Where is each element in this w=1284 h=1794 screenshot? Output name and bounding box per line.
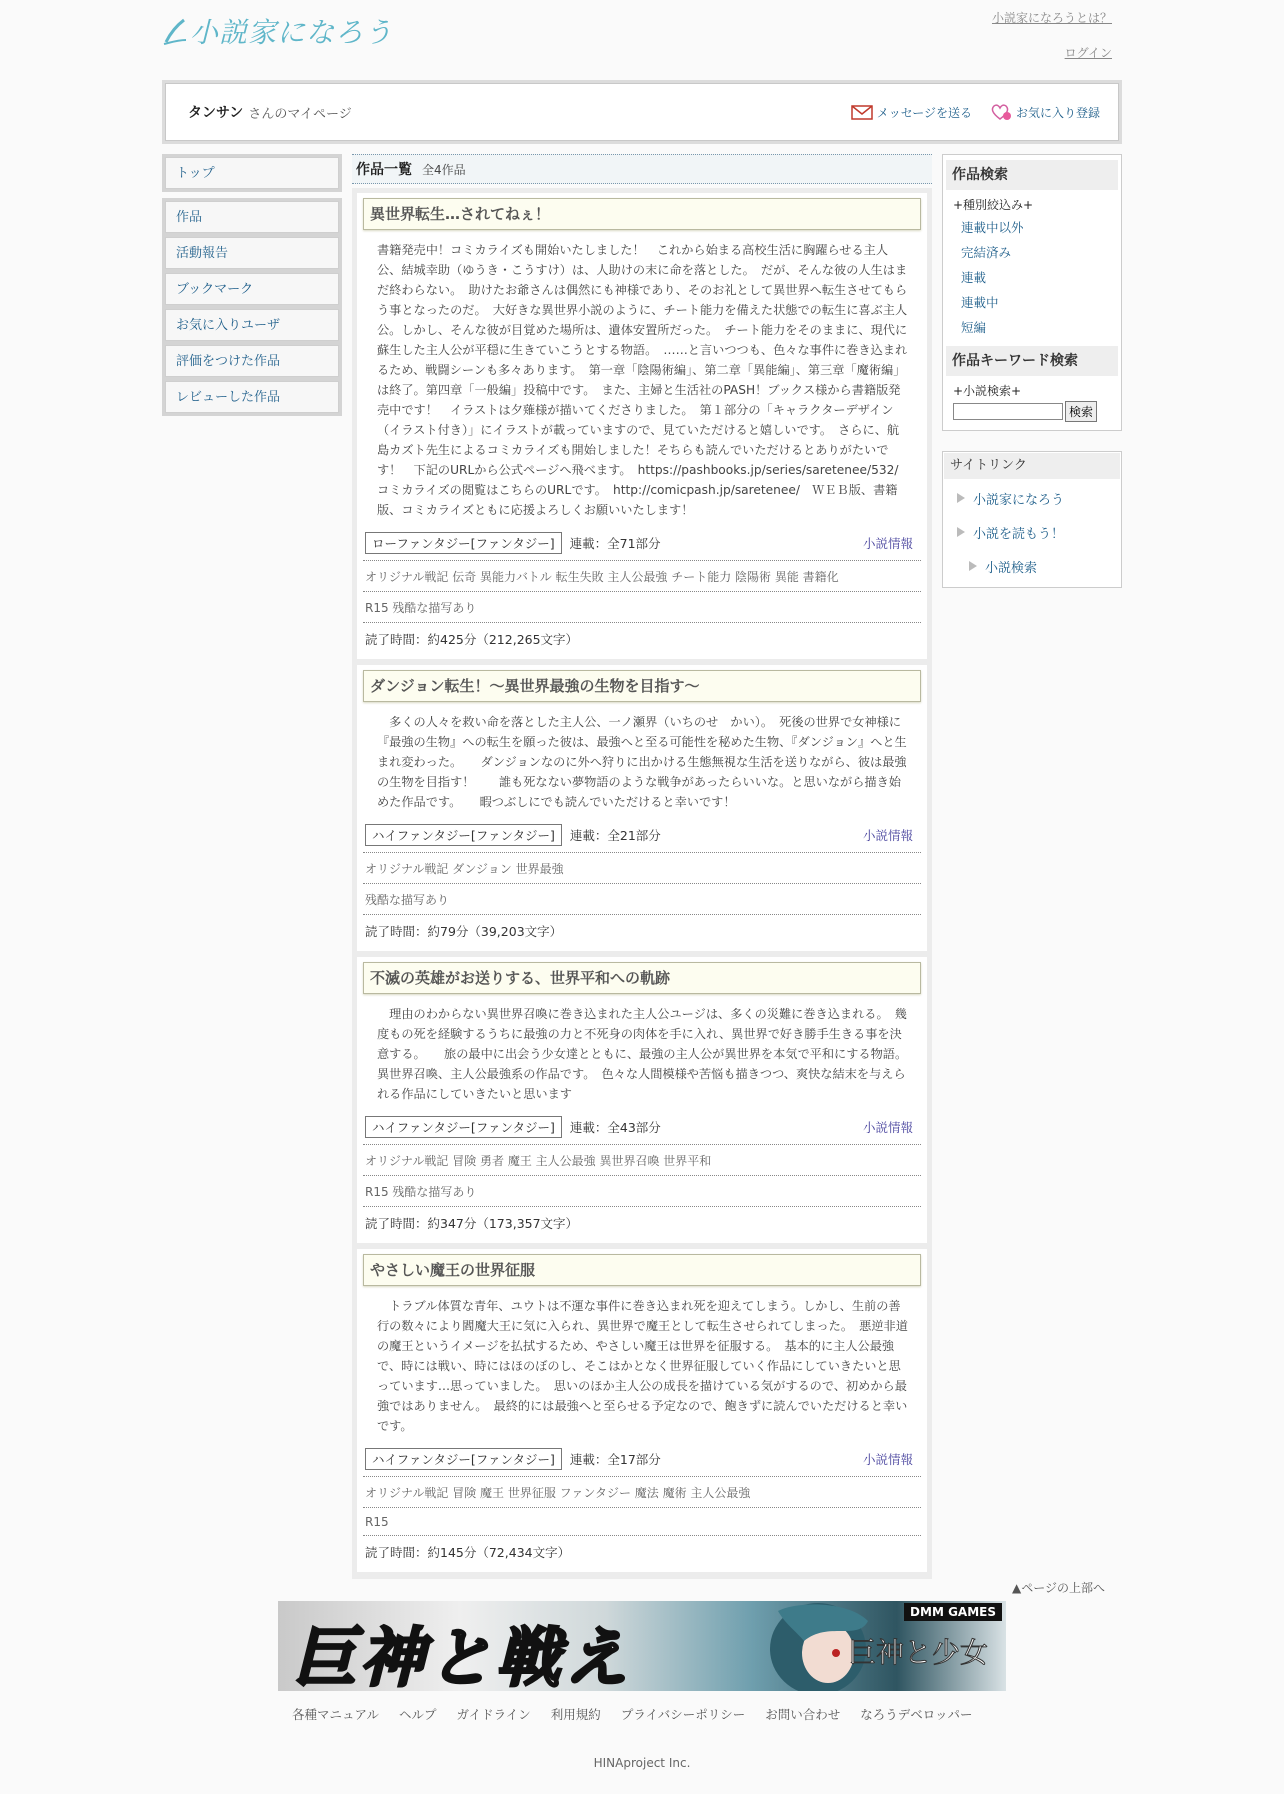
work-status: 連載：全71部分 xyxy=(569,536,661,551)
work-keywords: オリジナル戦記 ダンジョン 世界最強 xyxy=(363,852,921,883)
work-description: 書籍発売中！コミカライズも開始いたしました！ これから始まる高校生活に胸躍らせる主人公、結城幸助（ゆうき・こうすけ）は、人助けの末に命を落とした。 だが、そんな彼の人生はまだ終わらない。 助けたお爺さんは偶然にも神様であり、そのお礼として異世界へ転生させてもらう事となったのだ。 大好きな異世界小説のように、チート能力を備えた状態での転生に喜ぶ主人公。しかし、そんな彼が目覚めた場所は、遺体安置所だった。 チート能力をそのままに、現代に蘇生した主人公が平穏に生きていこうとする物語。 ……と言いつつも、色々な事件に巻き込まれるため、戦闘シーンも多々あります。 第一章「陰陽術編」、第二章「異能編」、第三章「魔術編」は終了。第四章「一般編」投稿中です。 また、主婦と生活社のPASH！ブックス様から書籍版発売中です！ イラストは夕薙様が描いてくださりました。 第１部分の「キャラクターデザイン（イラスト付き）」にイラストが載っていますので、見ていただけると嬉しいです。 さらに、航島カズト先生によるコミカライズも開始しました！そちらも読んでいただけるとありがたいです！ 下記のURLから公式ページへ飛べます。 https://pashbooks.jp/series/saretenee/532/ コミカライズの閲覧はこちらのURLです。 http://comicpash.jp/saretenee/ ＷＥＢ版、書籍版、コミカライズともに応援よろしくお願いいたします！ xyxy=(377,243,911,517)
user-name: タンサン xyxy=(188,105,244,121)
left-nav xyxy=(162,154,342,416)
banner-subtitle: 巨神と少女 xyxy=(847,1636,988,1669)
mypage-suffix: さんのマイページ xyxy=(248,106,352,122)
work-genre: ハイファンタジー[ファンタジー] xyxy=(365,824,562,846)
works-list-title: 作品一覧 xyxy=(356,162,412,178)
nav-item-rated-works[interactable]: 評価をつけた作品 xyxy=(165,345,339,377)
site-links-title: サイトリンク xyxy=(944,453,1120,479)
work-info-link[interactable]: 小説情報 xyxy=(862,1120,913,1135)
work-item xyxy=(357,193,927,659)
keyword-input[interactable] xyxy=(953,403,1063,420)
work-info-link[interactable]: 小説情報 xyxy=(862,536,913,551)
filter-not-ongoing[interactable]: 連載中以外 xyxy=(961,220,1024,235)
work-keywords: オリジナル戦記 冒険 勇者 魔王 主人公最強 異世界召喚 世界平和 xyxy=(363,1144,921,1175)
work-title[interactable]: ダンジョン転生！〜異世界最強の生物を目指す〜 xyxy=(363,670,921,702)
nav-item-favorite-users[interactable]: お気に入りユーザ xyxy=(165,309,339,341)
work-item xyxy=(357,665,927,951)
work-meta xyxy=(363,818,921,852)
work-title[interactable]: やさしい魔王の世界征服 xyxy=(363,1254,921,1286)
logo-swoosh-icon xyxy=(162,16,188,46)
works-count: 全4作品 xyxy=(422,162,466,177)
site-links-box xyxy=(942,451,1122,588)
work-meta xyxy=(363,526,921,560)
works-search-box xyxy=(942,154,1122,431)
footer-link-terms[interactable]: 利用規約 xyxy=(550,1707,601,1722)
triangle-right-icon xyxy=(969,561,977,571)
work-description: 理由のわからない異世界召喚に巻き込まれた主人公ユージは、多くの災難に巻き込まれる。 幾度もの死を経験するうちに最強の力と不死身の肉体を手に入れ、異世界で好き勝手生きる事を決意する。 旅の最中に出会う少女達とともに、最強の主人公が異世界を本気で平和にする物語。 異世界召喚、主人公最強系の作品です。 色々な人間模様や苦悩も描きつつ、爽快な結末を与えられる作品にしていきたいと思います xyxy=(377,1007,914,1101)
keyword-search-title: 作品キーワード検索 xyxy=(946,346,1118,376)
site-link-label: 小説検索 xyxy=(985,560,1038,576)
work-rating: R15 残酷な描写あり xyxy=(363,1175,921,1206)
login-link[interactable]: ログイン xyxy=(1064,46,1112,60)
site-link-search[interactable] xyxy=(943,549,1121,583)
nav-item-top[interactable]: トップ xyxy=(165,157,339,189)
keyword-row xyxy=(953,401,1115,422)
favorite-register-button[interactable] xyxy=(990,103,1100,121)
nav-item-works[interactable]: 作品 xyxy=(165,201,339,233)
work-status: 連載：全17部分 xyxy=(569,1452,661,1467)
footer-link-manual[interactable]: 各種マニュアル xyxy=(292,1707,380,1722)
about-link[interactable]: 小説家になろうとは？ xyxy=(991,11,1112,25)
work-item xyxy=(357,957,927,1243)
work-rating: R15 残酷な描写あり xyxy=(363,591,921,622)
mypage-actions xyxy=(851,103,1100,121)
banner-brand: DMM GAMES xyxy=(904,1603,1002,1621)
site-link-label: 小説家になろう xyxy=(973,492,1065,508)
mypage-inner xyxy=(165,83,1119,141)
banner-headline: 巨神と戦え xyxy=(292,1621,632,1691)
work-rating: 残酷な描写あり xyxy=(363,883,921,914)
footer-links xyxy=(292,1705,972,1723)
work-reading-time: 読了時間：約79分（39,203文字） xyxy=(363,914,921,943)
triangle-right-icon xyxy=(957,527,965,537)
site-link-label: 小説を読もう！ xyxy=(973,526,1065,542)
ad-banner[interactable] xyxy=(278,1601,1006,1691)
filter-completed[interactable]: 完結済み xyxy=(961,245,1012,260)
site-link-yomou[interactable] xyxy=(943,515,1121,549)
favorite-register-label: お気に入り登録 xyxy=(1015,105,1100,120)
mypage-bar xyxy=(162,80,1122,144)
footer-link-privacy[interactable]: プライバシーポリシー xyxy=(620,1707,746,1722)
nav-menu-box xyxy=(162,198,342,416)
work-genre: ハイファンタジー[ファンタジー] xyxy=(365,1116,562,1138)
footer-link-help[interactable]: ヘルプ xyxy=(399,1707,437,1722)
keyword-label: +小説検索+ xyxy=(953,384,1022,398)
work-info-link[interactable]: 小説情報 xyxy=(862,1452,913,1467)
work-reading-time: 読了時間：約145分（72,434文字） xyxy=(363,1535,921,1564)
work-meta xyxy=(363,1442,921,1476)
work-status: 連載：全21部分 xyxy=(569,828,661,843)
search-button[interactable]: 検索 xyxy=(1065,401,1097,422)
heart-plus-icon xyxy=(990,103,1012,121)
work-title[interactable]: 不滅の英雄がお送りする、世界平和への軌跡 xyxy=(363,962,921,994)
work-reading-time: 読了時間：約347分（173,357文字） xyxy=(363,1206,921,1235)
envelope-icon xyxy=(851,104,873,120)
work-title[interactable]: 異世界転生…されてねぇ！ xyxy=(363,198,921,230)
work-meta xyxy=(363,1110,921,1144)
nav-item-activity[interactable]: 活動報告 xyxy=(165,237,339,269)
copyright: HINAproject Inc. xyxy=(593,1756,691,1770)
footer-link-contact[interactable]: お問い合わせ xyxy=(765,1707,841,1722)
nav-item-bookmarks[interactable]: ブックマーク xyxy=(165,273,339,305)
site-logo[interactable] xyxy=(162,12,393,50)
filter-ongoing[interactable]: 連載中 xyxy=(961,295,999,310)
work-keywords: オリジナル戦記 伝奇 異能力バトル 転生失敗 主人公最強 チート能力 陰陽術 異能 書籍化 xyxy=(363,560,921,591)
work-info-link[interactable]: 小説情報 xyxy=(862,828,913,843)
footer-link-developer[interactable]: なろうデベロッパー xyxy=(860,1707,973,1722)
work-description: 多くの人々を救い命を落とした主人公、一ノ瀬界（いちのせ かい）。 死後の世界で女神様に『最強の生物』への転生を願った彼は、最強へと至る可能性を秘めた生物、『ダンジョン』へと生まれ変わった。 ダンジョンなのに外へ狩りに出かける生態無視な生活を送りながら、彼は最強の生物を目指す！ 誰も死なない夢物語のような戦争があったらいいな。と思いながら描き始めた作品です。 暇つぶしにでも読んでいただけると幸いです！ xyxy=(377,715,907,809)
works-main xyxy=(352,154,932,1579)
works-list xyxy=(352,188,932,1579)
work-description: トラブル体質な青年、ユウトは不運な事件に巻き込まれ死を迎えてしまう。しかし、生前の善行の数々により閻魔大王に気に入られ、異世界で魔王として転生させられてしまった。 悪逆非道の魔王というイメージを払拭するため、やさしい魔王は世界を征服する。 基本的に主人公最強で、時には戦い、時にはほのぼのし、そこはかとなく世界征服していく作品にしていきたいと思っています…思っていました。 思いのほか主人公の成長を描けている気がするので、初めから最強ではありません。 最終的には最強へと至らせる予定なので、飽きずに読んでいただけると幸いです。 xyxy=(377,1299,908,1433)
site-link-narou[interactable] xyxy=(943,481,1121,515)
right-sidebar xyxy=(942,154,1122,588)
send-message-button[interactable] xyxy=(851,104,972,121)
back-to-top-link[interactable]: ▲ページの上部へ xyxy=(1012,1581,1105,1595)
send-message-label: メッセージを送る xyxy=(876,105,972,120)
work-genre: ローファンタジー[ファンタジー] xyxy=(365,532,562,554)
filter-serial[interactable]: 連載 xyxy=(961,270,987,285)
filter-short[interactable]: 短編 xyxy=(961,320,987,335)
work-keywords: オリジナル戦記 冒険 魔王 世界征服 ファンタジー 魔法 魔術 主人公最強 xyxy=(363,1476,921,1507)
work-reading-time: 読了時間：約425分（212,265文字） xyxy=(363,622,921,651)
nav-item-reviewed-works[interactable]: レビューした作品 xyxy=(165,381,339,413)
nav-top-box xyxy=(162,154,342,192)
footer-link-guideline[interactable]: ガイドライン xyxy=(456,1707,531,1722)
work-item xyxy=(357,1249,927,1572)
triangle-right-icon xyxy=(957,493,965,503)
works-search-title: 作品検索 xyxy=(946,160,1118,190)
logo-text: 小説家になろう xyxy=(190,16,394,49)
work-status: 連載：全43部分 xyxy=(569,1120,661,1135)
filter-label: +種別絞込み+ xyxy=(953,198,1034,212)
works-list-header xyxy=(352,154,932,184)
work-rating: R15 xyxy=(363,1507,921,1535)
work-genre: ハイファンタジー[ファンタジー] xyxy=(365,1448,562,1470)
